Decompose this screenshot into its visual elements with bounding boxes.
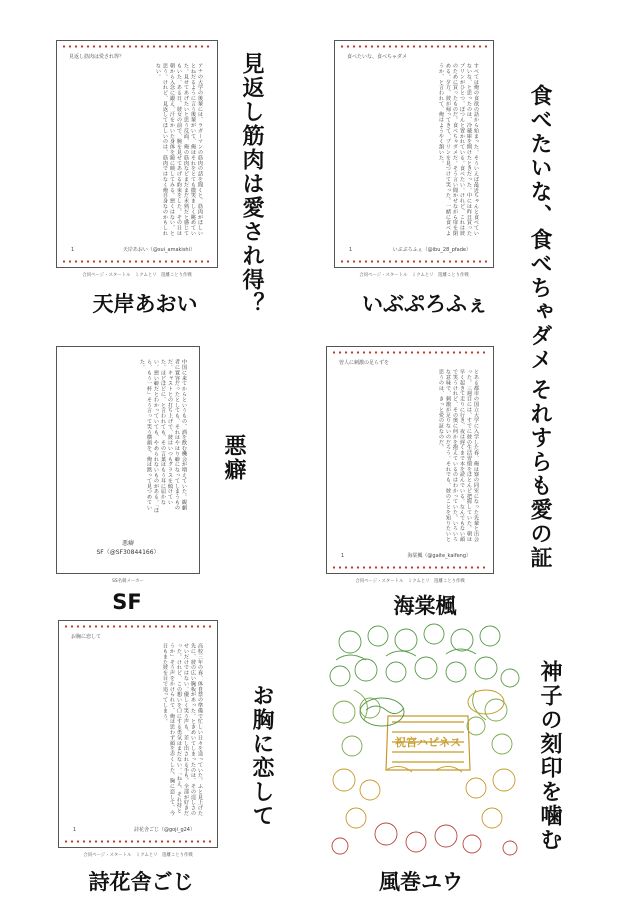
page-signature: いぶぷろふぇ（@ibu_28_pfade） [392,247,471,253]
manuscript-page-4 [326,346,494,574]
page-footer: 合同ページ・スタートル ミクムとリ 遊離ことり作戦 [82,273,192,278]
author-name: 風巻ユウ [379,870,463,894]
page-bottom-dot-border [63,840,213,843]
page-number: 1 [73,827,77,833]
author-name: いぶぷろふぇ [362,292,488,316]
illustration-drawing [326,620,522,856]
author-name: 詩花舎ごじ [88,870,194,894]
manuscript-page-3 [56,346,200,574]
signature-line: SF（@SF30844166） [96,549,160,556]
piece-title: 悪癖 [221,434,246,482]
piece-title: 神子の刻印を噛む [537,660,562,852]
page-header: お胸に恋して [71,634,102,640]
page-signature [57,539,199,557]
page-header: 食べたいな、食べちゃダメ [347,54,408,60]
page-header: 曽人に刺激の足らずを [339,360,390,366]
page-bottom-dot-border [61,260,213,263]
cover-illustration [326,620,522,856]
manuscript-page-1 [56,40,218,268]
page-header: 見返し筋肉は愛され得？ [69,54,125,60]
page-top-dot-border [331,351,489,354]
author-name: 天岸あおい [92,292,198,316]
page-footer: 合同ページ・スタートル ミクムとリ 遊離ことり作戦 [83,853,193,858]
page-top-dot-border [63,625,213,628]
author-name: SF [112,590,142,614]
author-name: 海棠楓 [393,594,457,618]
signature-line: 悪癖 [121,540,134,547]
piece-title: それすらも愛の証 [527,378,552,570]
page-body-text: アナの大学の後輩には、ラガーマンの筋肉の話を聞くと、筋肉がほしいとねだるように言う後輩がいて、俺はそれをとても微笑ましく眺めていた。見せてあげたいと思う反面、俺の筋肉などまだまだ未熟だと感じてもいた。ある日、彼女の前で、腕を見せてあげる約束をした。その日は朝から入念に鍛え、汗をかいた身体を鏡に映してみる。悪くはない、と思う。けれど、見返してほしいのは、筋肉ではなく俺自身なのかもしれない。 [155,63,203,236]
page-body-text: 中国に来てからというもの、酒を飲む機会が増えていた。観劇者に寛容だったとしても、それはやはり癖になってしまうものだ。キャストとの打ち上げで、彼はいつもグラスを傾けていた。ほどほどに、と言われても、その言葉はもう耳に届かない。悪い癖だとわかっていても、やめられないものがある。「ほら、もう一杯」そう言って笑う横顔を、俺は黙って見つめていた。 [139,359,187,513]
page-footer: 合同ページ・スタートル ミクムとリ 遊離ことり作戦 [359,273,469,278]
page-footer: SS名刺メーカー [112,579,144,584]
page-bottom-dot-border [339,260,489,263]
page-number: 1 [71,247,75,253]
page-signature: 天岸あおい（@sui_amakishi） [122,247,195,253]
piece-title: 見返し筋肉は愛され得？ [239,52,264,316]
page-footer: 合同ページ・スタートル ミクムとリ 遊離ことり作戦 [355,579,465,584]
piece-title: 食べたいな、食べちゃダメ [527,84,552,372]
page-body-text: 高校三年の春、体育祭の準備で忙しい日々を送っていた。ふと見上げた先に、彼の広い胸板があった。ときめいてしまったのは、その逞しさのせいだけではない。優しく笑う声も、差し出される手も、全部が好きだった。けれど、この想いを口にする勇気はまだない。「ねえ、それ持とうか」そう声をかけられて、俺は思わず顔を赤くした。胸に恋して、今日もまた彼を目で追ってしまう。 [162,643,203,816]
illustration-lettering: 祝宮ハピネス [395,736,461,749]
page-body-text: すべては俺の食欲の話から始まった。そういえば最近ちゃんと食べていないな、と思ったのは、冷蔵庫を開けたときだった。中には昨日買ったプリンがひとつ、ぽつんと置かれている。食べたい。けれど、これは彼のために買ったものだ。食べちゃダメだ。そう言い聞かせながら扉を閉める。夕方、彼が帰ってきて、プリンを見つけて笑った。一緒に食べようか、と言われて、俺はようやく頷いた。 [438,63,479,236]
piece-title: お胸に恋して [249,684,274,828]
page-number: 1 [341,553,345,559]
manuscript-page-2 [334,40,494,268]
page-body-text: とある都市の国立大学に入学した春、俺は寮の同室になった先輩と出会った。三週目には、すでに彼の生活習慣をほとんど把握していた。朝は早く起きて走りに行き、夜は遅くまで本を読んでいる。なんでもない顔で笑うけれど、その奥に何かを抱えているのはわかっていた。いろいろな意味で、刺激が足りないのだろう。それでも、彼のことを知りたいと思うのは、きっと愛の証なのだ。 [438,369,479,542]
page-bottom-dot-border [331,566,489,569]
manuscript-page-5 [58,620,218,848]
page-top-dot-border [339,45,489,48]
page-signature: 詩花舎ごじ（@goji_g24） [133,827,195,833]
page-signature: 海棠楓（@gaite_kaifeng） [407,553,471,559]
page-number: 1 [349,247,353,253]
page-top-dot-border [61,45,213,48]
